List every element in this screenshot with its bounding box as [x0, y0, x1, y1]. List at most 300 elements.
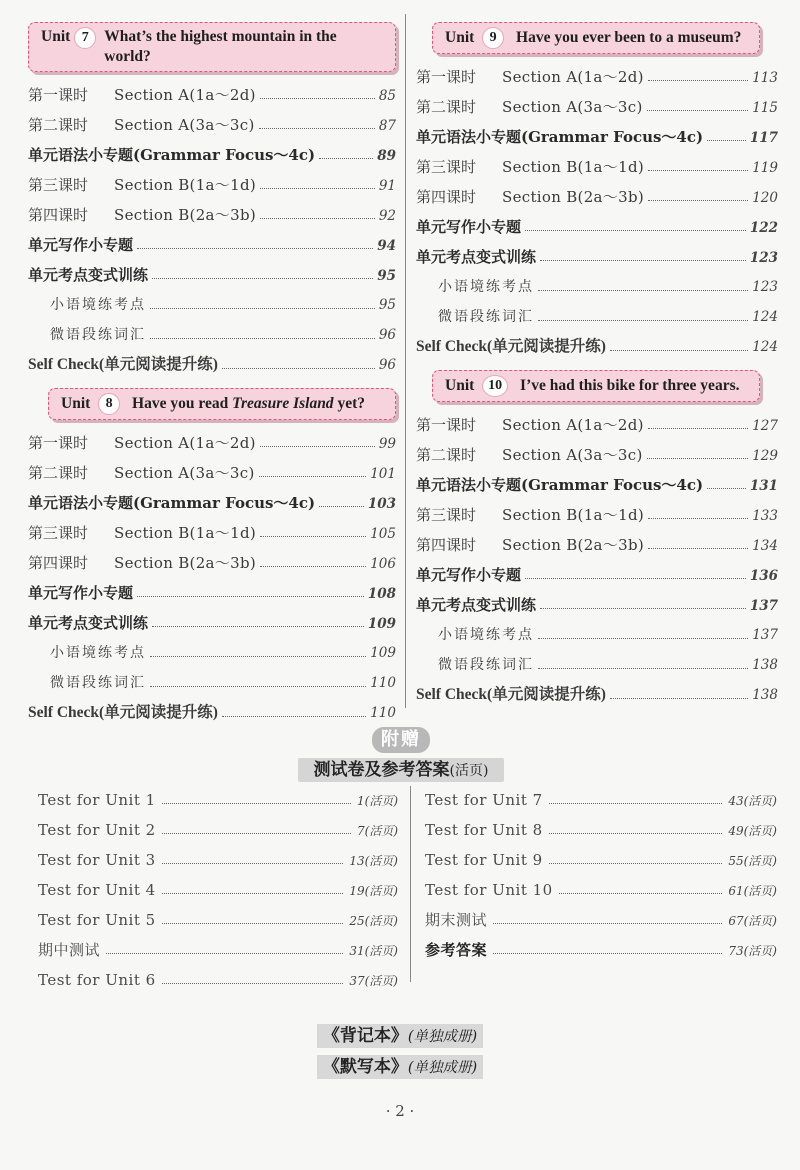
toc-entry-page: 137: [752, 627, 778, 643]
toc-entry[interactable]: [28, 320, 396, 350]
dot-leader: [549, 833, 723, 834]
toc-entry-label: [28, 80, 256, 110]
toc-entry-lesson: 单元写作小专题: [416, 218, 522, 236]
dot-leader: [538, 290, 748, 291]
unit-9-entries: [416, 62, 778, 362]
toc-entry-label: [28, 140, 315, 170]
toc-entry[interactable]: [416, 332, 778, 362]
toc-entry-label: [416, 332, 606, 362]
toc-entry[interactable]: [28, 638, 396, 668]
toc-entry-lesson: 单元语法小专题(Grammar Focus～4c): [416, 476, 704, 494]
toc-entry-page: 138: [752, 657, 778, 673]
toc-entry[interactable]: [28, 578, 396, 608]
toc-entry-lesson: 第四课时: [28, 206, 89, 224]
test-entry-label: Test for Unit 1: [38, 791, 156, 809]
toc-entry-page: 95: [378, 297, 396, 313]
toc-entry-lesson: Self Check(单元阅读提升练): [416, 686, 606, 703]
dot-leader: [707, 140, 746, 141]
toc-entry-page: 123: [752, 279, 778, 295]
toc-entry-page: 92: [378, 208, 396, 224]
toc-entry-lesson: 小语境练考点: [50, 645, 146, 661]
toc-entry-label: [28, 668, 146, 698]
toc-entry-label: [28, 110, 255, 140]
toc-entry-label: [28, 428, 256, 458]
toc-entry-page: 108: [367, 586, 396, 602]
test-entry-label: Test for Unit 4: [38, 881, 156, 899]
toc-entry-lesson: 第三课时: [28, 524, 89, 542]
toc-entry-lesson: 微语段练词汇: [50, 327, 146, 343]
test-entry[interactable]: [38, 935, 398, 965]
toc-entry-page: 85: [378, 88, 396, 104]
unit-title: I’ve had this bike for three years.: [520, 377, 740, 394]
toc-entry-page: 95: [377, 268, 396, 284]
toc-entry-section: Section B(2a～3b): [114, 206, 256, 224]
test-entry[interactable]: [425, 935, 777, 965]
test-entry-page: 1(活页): [357, 794, 398, 808]
toc-entry-lesson: 第四课时: [416, 188, 477, 206]
toc-entry-lesson: 单元语法小专题(Grammar Focus～4c): [416, 128, 704, 146]
toc-entry-page: 133: [752, 508, 778, 524]
unit-number-badge: 9: [482, 27, 504, 49]
unit-word: Unit: [445, 28, 475, 46]
test-entry-label: Test for Unit 7: [425, 791, 543, 809]
toc-entry-lesson: 第三课时: [416, 158, 477, 176]
toc-entry-page: 137: [749, 598, 778, 614]
test-entry-label: Test for Unit 9: [425, 851, 543, 869]
toc-entry[interactable]: [416, 620, 778, 650]
toc-entry[interactable]: [416, 590, 778, 620]
dot-leader: [162, 833, 351, 834]
toc-entry[interactable]: [416, 560, 778, 590]
toc-entry-page: 124: [752, 339, 778, 355]
test-entry-label: 期中测试: [38, 941, 101, 959]
toc-entry-label: [416, 212, 521, 242]
toc-entry-section: Section A(3a～3c): [502, 446, 643, 464]
toc-entry[interactable]: [416, 242, 778, 272]
toc-entry-page: 96: [378, 357, 396, 373]
toc-entry[interactable]: [28, 110, 396, 140]
toc-entry-label: [28, 578, 133, 608]
unit-10-header: [432, 370, 760, 402]
toc-entry[interactable]: [28, 260, 396, 290]
dot-leader: [540, 608, 746, 609]
unit-10-entries: [416, 410, 778, 710]
toc-entry-page: 124: [752, 309, 778, 325]
dot-leader: [648, 170, 748, 171]
test-entry-page: 61(活页): [728, 884, 777, 898]
toc-entry[interactable]: [28, 518, 396, 548]
test-entry-label: Test for Unit 2: [38, 821, 156, 839]
toc-entry-lesson: Self Check(单元阅读提升练): [28, 704, 218, 721]
dot-leader: [162, 983, 344, 984]
unit-title-post: yet?: [333, 395, 365, 412]
toc-entry[interactable]: [28, 200, 396, 230]
toc-entry[interactable]: [28, 428, 396, 458]
test-entry[interactable]: [425, 845, 777, 875]
toc-entry-lesson: 单元考点变式训练: [416, 248, 537, 266]
extra-booklet-label: [317, 1024, 483, 1048]
test-entry-label: 参考答案: [425, 941, 488, 959]
unit-title-line-2: world?: [104, 48, 151, 65]
toc-entry-lesson: 单元写作小专题: [416, 566, 522, 584]
bonus-title: [298, 758, 504, 782]
dot-leader: [549, 863, 723, 864]
unit-word: Unit: [41, 28, 71, 45]
toc-entry-label: [416, 272, 534, 302]
dot-leader: [493, 953, 722, 954]
test-entry[interactable]: [38, 905, 398, 935]
dot-leader: [648, 80, 748, 81]
toc-entry-page: 96: [378, 327, 396, 343]
page-number: · 2 ·: [385, 1102, 415, 1120]
toc-entry-label: [416, 680, 606, 710]
toc-entry-page: 122: [749, 220, 778, 236]
test-entry-page: 19(活页): [349, 884, 398, 898]
test-entry-page: 73(活页): [728, 944, 777, 958]
dot-leader: [137, 596, 364, 597]
toc-entry[interactable]: [28, 140, 396, 170]
dot-leader: [647, 110, 749, 111]
toc-entry-label: [28, 320, 146, 350]
toc-entry-page: 119: [752, 160, 778, 176]
test-entry[interactable]: [38, 965, 398, 995]
test-entry-page: 37(活页): [349, 974, 398, 988]
dot-leader: [162, 923, 344, 924]
unit-word: Unit: [445, 376, 475, 394]
toc-entry[interactable]: [28, 488, 396, 518]
toc-entry-lesson: 单元考点变式训练: [416, 596, 537, 614]
toc-entry-page: 129: [752, 448, 778, 464]
toc-entry-label: [416, 530, 644, 560]
test-entry[interactable]: [425, 905, 777, 935]
toc-entry-page: 106: [370, 556, 396, 572]
dot-leader: [260, 98, 375, 99]
toc-entry-section: Section B(1a～1d): [502, 158, 644, 176]
test-entry[interactable]: [38, 875, 398, 905]
toc-entry-lesson: 第三课时: [416, 506, 477, 524]
toc-entry-page: 120: [752, 190, 778, 206]
toc-entry-section: Section B(2a～3b): [502, 536, 644, 554]
toc-entry[interactable]: [28, 668, 396, 698]
dot-leader: [152, 278, 373, 279]
dot-leader: [648, 518, 748, 519]
dot-leader: [707, 488, 746, 489]
toc-entry-lesson: Self Check(单元阅读提升练): [28, 356, 218, 373]
extra-booklet-paren: (单独成册): [407, 1060, 478, 1076]
toc-entry-lesson: 第四课时: [416, 536, 477, 554]
toc-entry[interactable]: [416, 302, 778, 332]
toc-entry-lesson: 单元语法小专题(Grammar Focus～4c): [28, 494, 316, 512]
toc-entry-lesson: 小语境练考点: [50, 297, 146, 313]
toc-entry-lesson: 第二课时: [416, 98, 477, 116]
toc-entry-label: [28, 200, 256, 230]
toc-entry-section: Section A(3a～3c): [502, 98, 643, 116]
test-entry[interactable]: [38, 845, 398, 875]
toc-entry-page: 115: [752, 100, 778, 116]
dot-leader: [162, 893, 344, 894]
toc-entry[interactable]: [28, 698, 396, 728]
test-entry-page: 7(活页): [357, 824, 398, 838]
toc-entry-label: [416, 182, 644, 212]
toc-entry-label: [416, 620, 534, 650]
toc-entry-section: Section A(1a～2d): [502, 416, 644, 434]
toc-entry-label: [416, 560, 521, 590]
toc-entry[interactable]: [28, 290, 396, 320]
toc-entry-page: 113: [752, 70, 778, 86]
unit-7-header: [28, 22, 396, 72]
unit-word: Unit: [61, 394, 91, 412]
dot-leader: [259, 128, 375, 129]
toc-entry-label: [416, 440, 643, 470]
bonus-title-text: 测试卷及参考答案: [313, 760, 450, 780]
toc-entry[interactable]: [416, 650, 778, 680]
toc-entry-lesson: 单元写作小专题: [28, 584, 134, 602]
toc-entry-lesson: 单元语法小专题(Grammar Focus～4c): [28, 146, 316, 164]
toc-entry[interactable]: [416, 440, 778, 470]
toc-entry-label: [28, 638, 146, 668]
toc-entry-section: Section A(1a～2d): [114, 86, 256, 104]
dot-leader: [549, 803, 723, 804]
toc-entry-label: [416, 242, 536, 272]
dot-leader: [610, 698, 748, 699]
toc-entry[interactable]: [28, 608, 396, 638]
test-entry-page: 25(活页): [349, 914, 398, 928]
toc-entry-label: [416, 62, 644, 92]
toc-entry-label: [416, 500, 644, 530]
bonus-right-list: [425, 785, 777, 965]
toc-entry-label: [416, 650, 534, 680]
dot-leader: [260, 188, 375, 189]
dot-leader: [150, 656, 366, 657]
extra-booklet-title: 《背记本》: [322, 1026, 408, 1046]
toc-entry-page: 89: [377, 148, 396, 164]
unit-title: Have you ever been to a museum?: [516, 29, 742, 46]
dot-leader: [162, 803, 351, 804]
toc-entry[interactable]: [416, 62, 778, 92]
extra-booklet-2: [0, 1055, 800, 1079]
toc-entry[interactable]: [28, 458, 396, 488]
column-divider: [405, 14, 406, 708]
toc-entry-page: 94: [377, 238, 396, 254]
toc-entry[interactable]: [416, 122, 778, 152]
toc-entry-label: [28, 458, 255, 488]
dot-leader: [222, 368, 375, 369]
toc-entry[interactable]: [416, 680, 778, 710]
dot-leader: [137, 248, 373, 249]
toc-entry-label: [28, 608, 148, 638]
toc-entry[interactable]: [416, 410, 778, 440]
toc-entry-label: [28, 290, 146, 320]
toc-entry-lesson: 第一课时: [28, 434, 89, 452]
dot-leader: [648, 548, 748, 549]
toc-entry-lesson: 第二课时: [28, 116, 89, 134]
test-entry-label: Test for Unit 3: [38, 851, 156, 869]
toc-entry[interactable]: [416, 272, 778, 302]
bonus-title-paren: (活页): [449, 763, 489, 779]
unit-title-pre: Have you read: [132, 395, 233, 412]
dot-leader: [538, 668, 748, 669]
unit-number-badge: 10: [482, 375, 508, 397]
toc-entry[interactable]: [416, 92, 778, 122]
test-entry-page: 55(活页): [728, 854, 777, 868]
dot-leader: [150, 686, 366, 687]
toc-entry-label: [28, 698, 218, 728]
toc-entry-lesson: 单元写作小专题: [28, 236, 134, 254]
toc-entry-label: [28, 548, 256, 578]
toc-entry-lesson: 单元考点变式训练: [28, 266, 149, 284]
toc-entry-page: 123: [749, 250, 778, 266]
unit-title-italic: Treasure Island: [232, 395, 334, 412]
toc-entry-lesson: 微语段练词汇: [438, 309, 534, 325]
test-entry-page: 31(活页): [349, 944, 398, 958]
dot-leader: [260, 218, 375, 219]
unit-title: [132, 395, 365, 412]
toc-entry-section: Section B(1a～1d): [114, 524, 256, 542]
dot-leader: [150, 308, 375, 309]
bonus-divider: [410, 786, 411, 982]
toc-entry[interactable]: [28, 80, 396, 110]
toc-entry-lesson: 小语境练考点: [438, 279, 534, 295]
toc-entry[interactable]: [28, 230, 396, 260]
extra-booklet-paren: (单独成册): [407, 1029, 478, 1045]
unit-8-entries: [28, 428, 396, 728]
toc-entry-page: 110: [370, 675, 396, 691]
toc-entry-section: Section B(1a～1d): [114, 176, 256, 194]
toc-entry-page: 103: [367, 496, 396, 512]
toc-entry[interactable]: [416, 470, 778, 500]
toc-entry[interactable]: [28, 170, 396, 200]
toc-entry-lesson: 第四课时: [28, 554, 89, 572]
toc-entry-label: [28, 518, 256, 548]
dot-leader: [222, 716, 366, 717]
toc-entry-lesson: 微语段练词汇: [50, 675, 146, 691]
toc-entry-label: [416, 92, 643, 122]
test-entry[interactable]: [425, 815, 777, 845]
toc-entry-lesson: 第一课时: [416, 416, 477, 434]
toc-entry[interactable]: [416, 500, 778, 530]
toc-entry-section: Section A(3a～3c): [114, 464, 255, 482]
test-entry-label: Test for Unit 10: [425, 881, 553, 899]
toc-entry-lesson: 第二课时: [28, 464, 89, 482]
toc-entry-page: 134: [752, 538, 778, 554]
test-entry[interactable]: [38, 815, 398, 845]
unit-7-entries: [28, 80, 396, 380]
toc-entry[interactable]: [28, 350, 396, 380]
dot-leader: [648, 428, 748, 429]
dot-leader: [538, 638, 748, 639]
toc-entry-page: 127: [752, 418, 778, 434]
bonus-left-list: [38, 785, 398, 995]
unit-number-badge: 8: [98, 393, 120, 415]
toc-entry-label: [28, 260, 148, 290]
test-entry[interactable]: [425, 785, 777, 815]
dot-leader: [150, 338, 375, 339]
dot-leader: [152, 626, 364, 627]
toc-entry-lesson: 第二课时: [416, 446, 477, 464]
dot-leader: [260, 566, 366, 567]
toc-entry[interactable]: [416, 152, 778, 182]
toc-entry-label: [416, 590, 536, 620]
toc-entry-page: 138: [752, 687, 778, 703]
toc-entry-section: Section B(1a～1d): [502, 506, 644, 524]
toc-entry-lesson: 微语段练词汇: [438, 657, 534, 673]
test-entry-page: 43(活页): [728, 794, 777, 808]
toc-entry-page: 117: [749, 130, 778, 146]
toc-entry-lesson: 第一课时: [416, 68, 477, 86]
toc-entry-label: [28, 230, 133, 260]
toc-entry-section: Section A(1a～2d): [114, 434, 256, 452]
bonus-tag: 附赠: [372, 727, 430, 753]
unit-number-badge: 7: [74, 27, 96, 49]
dot-leader: [525, 230, 746, 231]
toc-entry-page: 110: [370, 705, 396, 721]
toc-entry-label: [416, 470, 703, 500]
toc-entry-page: 109: [370, 645, 396, 661]
dot-leader: [319, 506, 364, 507]
dot-leader: [648, 200, 748, 201]
dot-leader: [647, 458, 749, 459]
toc-entry[interactable]: [416, 212, 778, 242]
test-entry[interactable]: [425, 875, 777, 905]
toc-entry-page: 87: [378, 118, 396, 134]
toc-entry-lesson: 第一课时: [28, 86, 89, 104]
toc-entry-page: 99: [378, 436, 396, 452]
dot-leader: [162, 863, 344, 864]
dot-leader: [493, 923, 722, 924]
unit-8-header: [48, 388, 396, 420]
toc-entry-page: 101: [370, 466, 396, 482]
toc-right-column: [416, 18, 778, 710]
toc-entry-label: [416, 410, 644, 440]
dot-leader: [559, 893, 723, 894]
dot-leader: [540, 260, 746, 261]
dot-leader: [610, 350, 748, 351]
toc-entry-page: 105: [370, 526, 396, 542]
dot-leader: [260, 446, 375, 447]
test-entry-page: 67(活页): [728, 914, 777, 928]
unit-title-line-1: What’s the highest mountain in the: [104, 28, 337, 45]
toc-entry-page: 109: [367, 616, 396, 632]
toc-entry-section: Section B(2a～3b): [114, 554, 256, 572]
toc-entry-section: Section A(3a～3c): [114, 116, 255, 134]
toc-entry-label: [28, 350, 218, 380]
toc-entry[interactable]: [416, 530, 778, 560]
test-entry[interactable]: [38, 785, 398, 815]
test-entry-label: 期末测试: [425, 911, 488, 929]
dot-leader: [525, 578, 746, 579]
toc-entry-section: Section A(1a～2d): [502, 68, 644, 86]
toc-entry-page: 91: [378, 178, 396, 194]
toc-entry-label: [416, 152, 644, 182]
extra-booklet-label: [317, 1055, 483, 1079]
unit-9-header: [432, 22, 760, 54]
test-entry-label: Test for Unit 6: [38, 971, 156, 989]
toc-entry-lesson: Self Check(单元阅读提升练): [416, 338, 606, 355]
test-entry-label: Test for Unit 5: [38, 911, 156, 929]
dot-leader: [106, 953, 343, 954]
test-entry-label: Test for Unit 8: [425, 821, 543, 839]
dot-leader: [538, 320, 748, 321]
test-entry-page: 49(活页): [728, 824, 777, 838]
dot-leader: [259, 476, 367, 477]
toc-entry[interactable]: [416, 182, 778, 212]
toc-left-column: [28, 18, 396, 728]
toc-entry-label: [416, 302, 534, 332]
toc-entry-page: 136: [749, 568, 778, 584]
toc-entry[interactable]: [28, 548, 396, 578]
extra-booklet-1: [0, 1024, 800, 1048]
toc-entry-lesson: 小语境练考点: [438, 627, 534, 643]
